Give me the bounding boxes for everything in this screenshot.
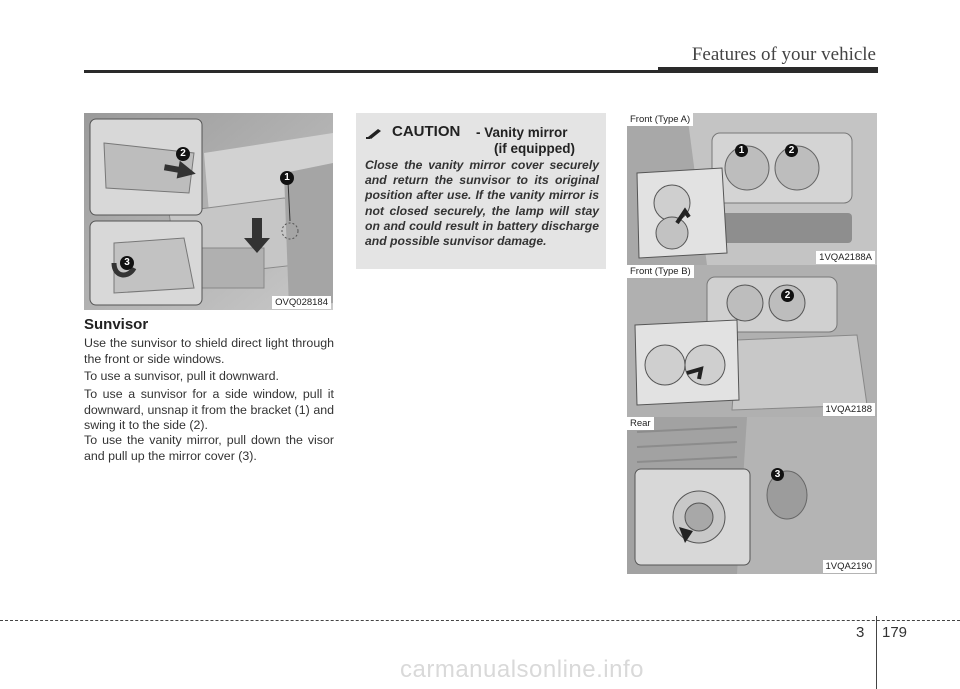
paragraph: To use a sunvisor for a side window, pull it downward, unsnap it from the bracket (1) and swing it to the side (2). [84, 387, 334, 432]
photo-label: Rear [627, 417, 654, 430]
paragraph: To use a sunvisor, pull it downward. [84, 369, 279, 383]
callout-1: 1 [735, 144, 748, 157]
outlet-photo-rear [627, 417, 877, 574]
photo-code: 1VQA2188 [823, 403, 875, 416]
photo-code: 1VQA2188A [816, 251, 875, 264]
photo-label: Front (Type B) [627, 265, 694, 278]
outlet-photo-front-b [627, 265, 877, 417]
caution-subtitle: - Vanity mirror [476, 125, 568, 140]
callout-1: 1 [280, 171, 294, 185]
photo-label: Front (Type A) [627, 113, 693, 126]
photo-code: 1VQA2190 [823, 560, 875, 573]
caution-text: Close the vanity mirror cover securely and return the sunvisor to its original position after use. If the vanity mirror is not closed securely, the lamp will stay on and could result in battery discharge and possible sunvisor damage. [365, 158, 599, 249]
header-rule-accent [658, 67, 878, 73]
section-title: Sunvisor [84, 316, 149, 333]
watermark: carmanualsonline.info [400, 656, 644, 683]
sunvisor-photo [84, 113, 333, 310]
callout-3: 3 [771, 468, 784, 481]
callout-2: 2 [781, 289, 794, 302]
outlet-photo-front-a [627, 113, 877, 265]
caution-subtitle-2: (if equipped) [494, 141, 575, 156]
page-separator [876, 616, 877, 689]
callout-3: 3 [120, 256, 134, 270]
footer-rule [0, 620, 960, 621]
caution-pencil-icon [366, 127, 384, 139]
paragraph: To use the vanity mirror, pull down the visor and pull up the mirror cover (3). [84, 433, 334, 463]
paragraph: Use the sunvisor to shield direct light through the front or side windows. [84, 336, 334, 366]
photo-code: OVQ028184 [272, 296, 331, 309]
callout-2: 2 [785, 144, 798, 157]
callout-2: 2 [176, 147, 190, 161]
caution-box [356, 113, 606, 269]
chapter-title: Features of your vehicle [691, 44, 876, 65]
chapter-number: 3 [856, 624, 865, 641]
page-number: 179 [882, 624, 908, 641]
caution-label: CAUTION [392, 123, 461, 140]
